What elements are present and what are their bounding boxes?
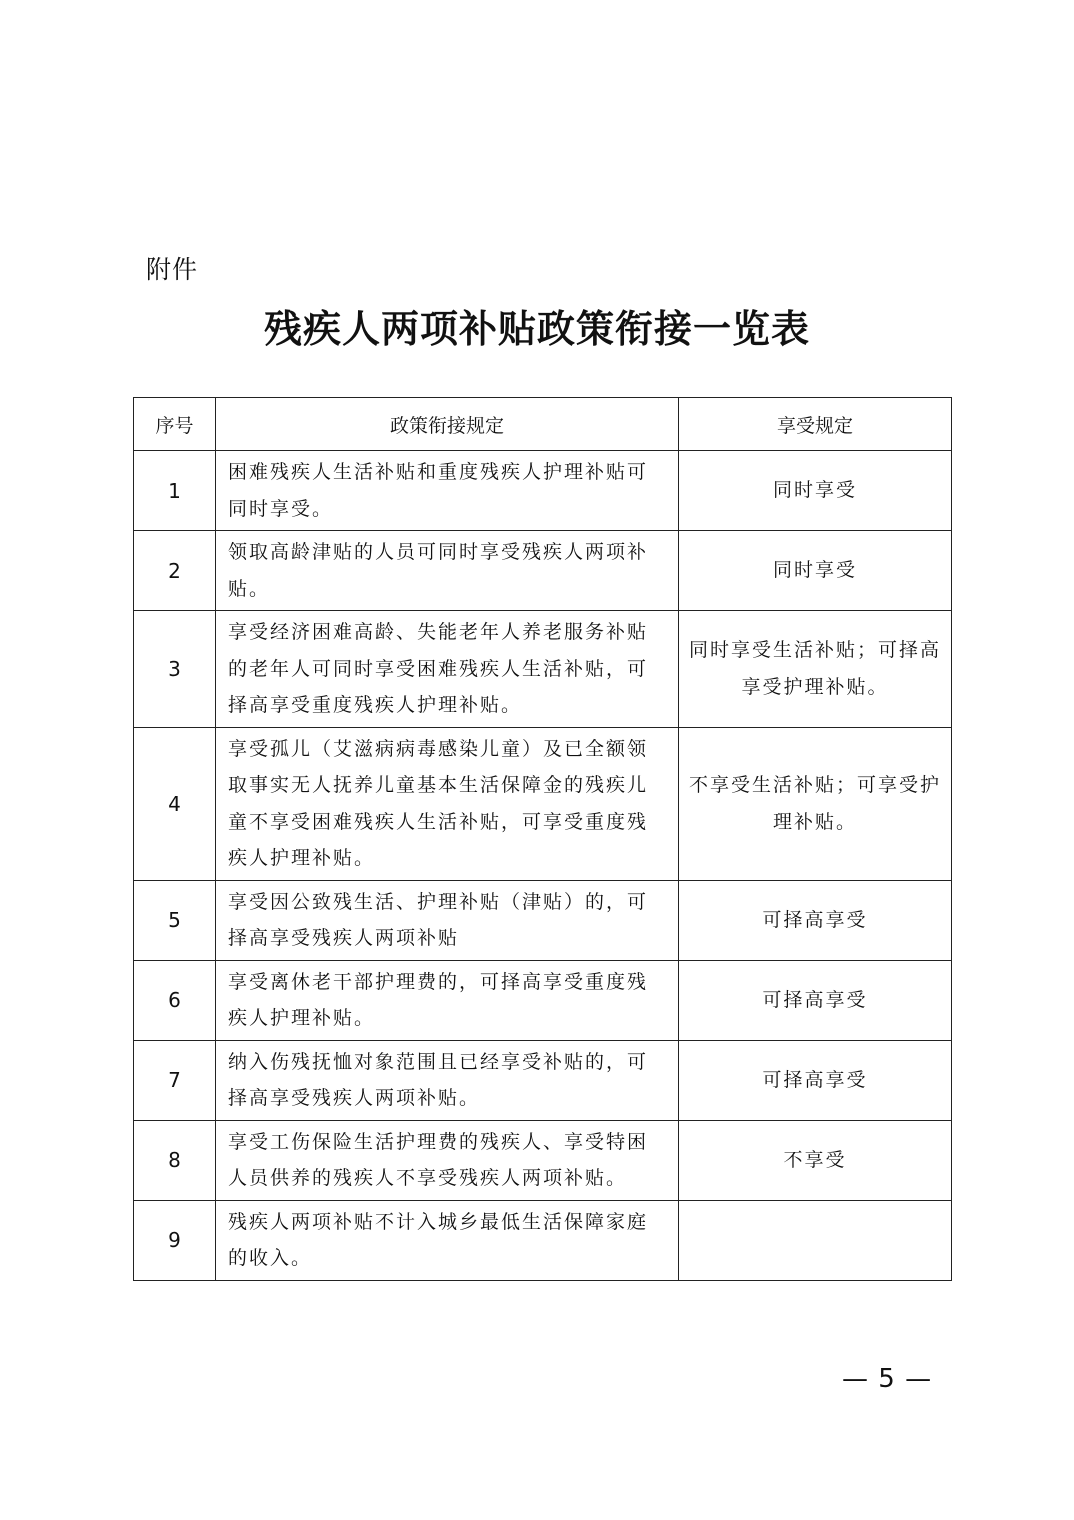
row-enjoy-rule: 可择高享受 <box>679 880 952 960</box>
row-policy-rule: 享受离休老干部护理费的，可择高享受重度残疾人护理补贴。 <box>216 960 679 1040</box>
page-number: — 5 — <box>842 1364 933 1394</box>
table-header-row <box>134 398 952 451</box>
row-index: 5 <box>134 880 216 960</box>
table-row <box>134 880 952 960</box>
row-policy-rule: 享受经济困难高龄、失能老年人养老服务补贴的老年人可同时享受困难残疾人生活补贴，可择高享受重度残疾人护理补贴。 <box>216 611 679 728</box>
row-enjoy-rule: 不享受生活补贴；可享受护理补贴。 <box>679 727 952 880</box>
header-enjoy-rule: 享受规定 <box>679 398 952 451</box>
row-enjoy-rule <box>679 1200 952 1280</box>
row-enjoy-rule: 可择高享受 <box>679 1040 952 1120</box>
header-policy-rule: 政策衔接规定 <box>216 398 679 451</box>
row-index: 2 <box>134 531 216 611</box>
row-policy-rule: 领取高龄津贴的人员可同时享受残疾人两项补贴。 <box>216 531 679 611</box>
table-row <box>134 1040 952 1120</box>
row-enjoy-rule: 可择高享受 <box>679 960 952 1040</box>
table-row <box>134 531 952 611</box>
table-row <box>134 727 952 880</box>
policy-table <box>133 397 952 1281</box>
row-index: 1 <box>134 451 216 531</box>
row-index: 9 <box>134 1200 216 1280</box>
table-row <box>134 451 952 531</box>
row-index: 7 <box>134 1040 216 1120</box>
row-policy-rule: 残疾人两项补贴不计入城乡最低生活保障家庭的收入。 <box>216 1200 679 1280</box>
table-row <box>134 1200 952 1280</box>
row-policy-rule: 困难残疾人生活补贴和重度残疾人护理补贴可同时享受。 <box>216 451 679 531</box>
row-index: 8 <box>134 1120 216 1200</box>
row-enjoy-rule: 同时享受 <box>679 451 952 531</box>
table-row <box>134 1120 952 1200</box>
table-row <box>134 611 952 728</box>
row-policy-rule: 享受因公致残生活、护理补贴（津贴）的，可择高享受残疾人两项补贴 <box>216 880 679 960</box>
header-index: 序号 <box>134 398 216 451</box>
row-enjoy-rule: 同时享受生活补贴；可择高享受护理补贴。 <box>679 611 952 728</box>
row-policy-rule: 纳入伤残抚恤对象范围且已经享受补贴的，可择高享受残疾人两项补贴。 <box>216 1040 679 1120</box>
row-policy-rule: 享受孤儿（艾滋病病毒感染儿童）及已全额领取事实无人抚养儿童基本生活保障金的残疾儿童不享受困难残疾人生活补贴，可享受重度残疾人护理补贴。 <box>216 727 679 880</box>
row-enjoy-rule: 同时享受 <box>679 531 952 611</box>
attachment-label: 附件 <box>146 255 199 284</box>
table-row <box>134 960 952 1040</box>
row-policy-rule: 享受工伤保险生活护理费的残疾人、享受特困人员供养的残疾人不享受残疾人两项补贴。 <box>216 1120 679 1200</box>
row-index: 3 <box>134 611 216 728</box>
row-enjoy-rule: 不享受 <box>679 1120 952 1200</box>
row-index: 4 <box>134 727 216 880</box>
row-index: 6 <box>134 960 216 1040</box>
document-title: 残疾人两项补贴政策衔接一览表 <box>263 306 810 351</box>
